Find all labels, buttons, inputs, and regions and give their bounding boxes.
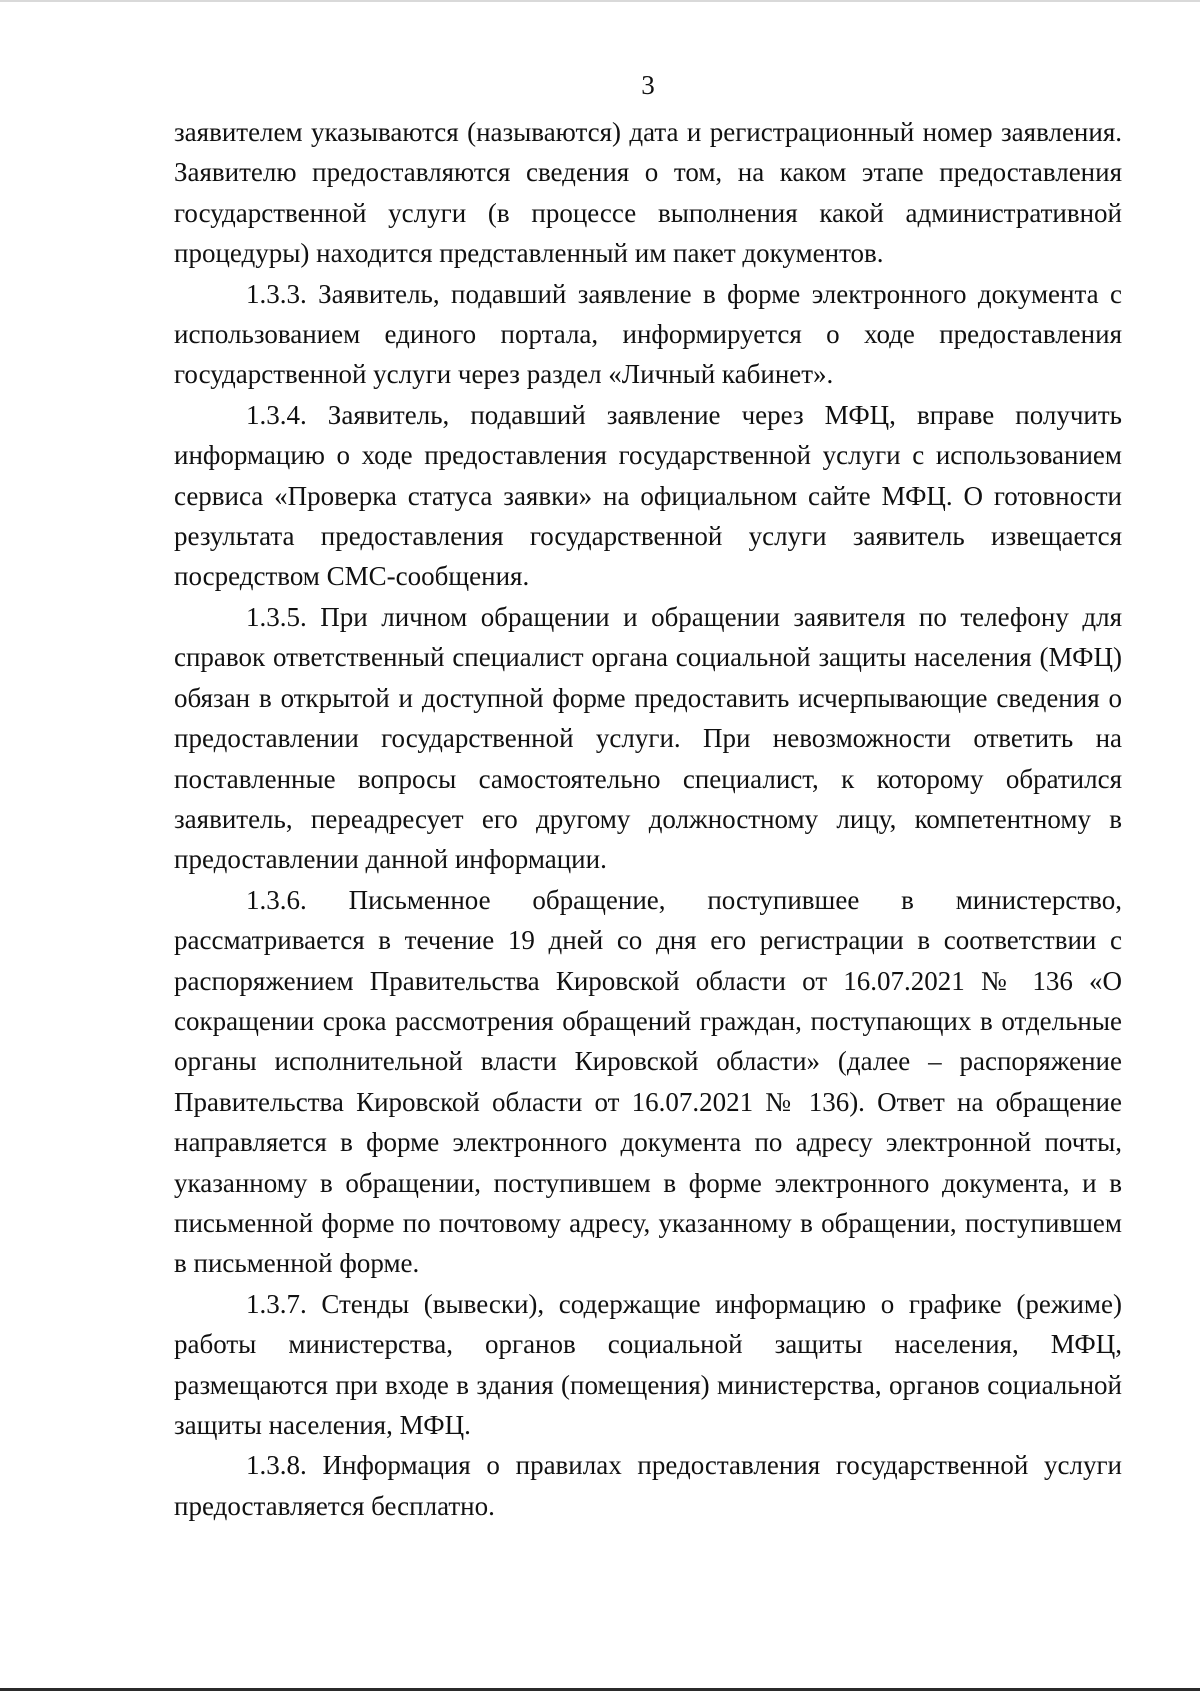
paragraph-1-3-8: 1.3.8. Информация о правилах предоставления государственной услуги предоставляется бесплатно. xyxy=(174,1450,1122,1521)
page-number: 3 xyxy=(641,70,655,100)
scan-edge-top xyxy=(0,0,1200,2)
paragraph-1-3-5: 1.3.5. При личном обращении и обращении заявителя по телефону для справок ответственный специалист органа социальной защиты населения (МФЦ) обязан в открытой и доступной форме предоставить исчерпывающие сведения о предоставлении государственной услуги. При невозможности ответить на поставленные вопросы самостоятельно специалист, к которому обратился заявитель, переадресует его другому должностному лицу, компетентному в предоставлении данной информации. xyxy=(174,601,1122,875)
scan-edge-bottom xyxy=(0,1688,1200,1691)
paragraph-1-3-7: 1.3.7. Стенды (вывески), содержащие информацию о графике (режиме) работы министерства, органов социальной защиты населения, МФЦ, размещаются при входе в здания (помещения) министерства, органов социальной защиты населения, МФЦ. xyxy=(174,1288,1122,1440)
paragraph-continuation: заявителем указываются (называются) дата и регистрационный номер заявления. Заявителю предоставляются сведения о том, на каком этапе предоставления государственной услуги (в процессе выполнения какой административной процедуры) находится представленный им пакет документов. xyxy=(174,117,1122,269)
paragraph-1-3-3: 1.3.3. Заявитель, подавший заявление в форме электронного документа с использованием единого портала, информируется о ходе предоставления государственной услуги через раздел «Личный кабинет». xyxy=(174,278,1122,390)
document-body xyxy=(174,112,1122,1526)
paragraph-1-3-6: 1.3.6. Письменное обращение, поступившее в министерство, рассматривается в течение 19 дней со дня его регистрации в соответствии с распоряжением Правительства Кировской области от 16.07.2021 № 136 «О сокращении срока рассмотрения обращений граждан, поступающих в отдельные органы исполнительной власти Кировской области» (далее – распоряжение Правительства Кировской области от 16.07.2021 № 136). Ответ на обращение направляется в форме электронного документа по адресу электронной почты, указанному в обращении, поступившем в форме электронного документа, и в письменной форме по почтовому адресу, указанному в обращении, поступившем в письменной форме. xyxy=(174,884,1122,1279)
paragraph-1-3-4: 1.3.4. Заявитель, подавший заявление через МФЦ, вправе получить информацию о ходе предоставления государственной услуги с использованием сервиса «Проверка статуса заявки» на официальном сайте МФЦ. О готовности результата предоставления государственной услуги заявитель извещается посредством СМС-сообщения. xyxy=(174,399,1122,592)
